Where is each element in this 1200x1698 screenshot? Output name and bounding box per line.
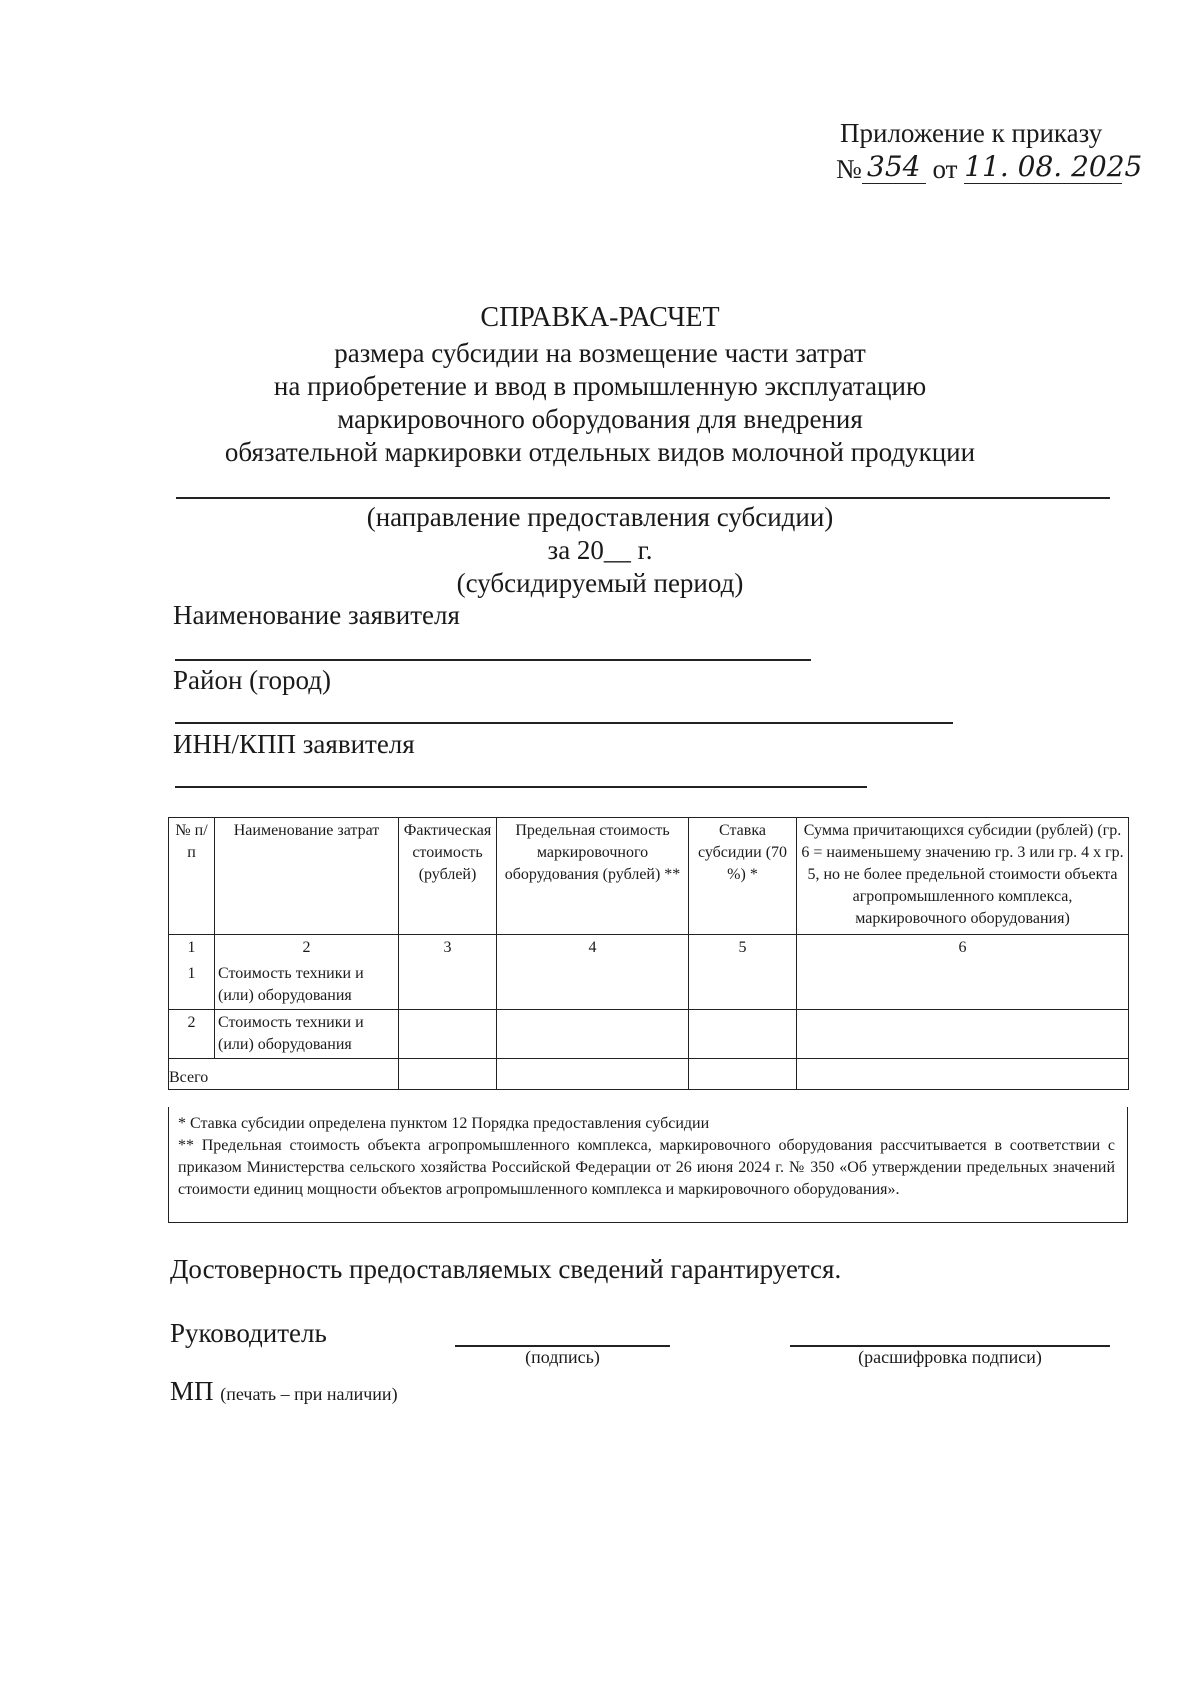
header-limit-cost: Предельная стоимость маркировочного оборудования (рублей) ** <box>497 818 689 935</box>
row-sum-cell[interactable] <box>797 1010 1129 1059</box>
direction-caption: (направление предоставления субсидии) <box>366 502 834 532</box>
annex-number-value: 354 <box>867 150 921 183</box>
column-number: 5 <box>689 935 797 962</box>
total-actual-cost-cell[interactable] <box>399 1059 497 1090</box>
title-line-1: размера субсидии на возмещение части затрат <box>334 338 866 368</box>
annex-number-prefix: № <box>836 154 862 184</box>
row-cost-name: Стоимость техники и (или) оборудования <box>215 1010 399 1059</box>
header-subsidy-rate: Ставка субсидии (70 %) * <box>689 818 797 935</box>
decoding-caption: (расшифровка подписи) <box>858 1347 1042 1367</box>
applicant-name-label: Наименование заявителя <box>173 600 460 630</box>
district-label: Район (город) <box>173 665 331 695</box>
row-limit-cost-cell[interactable] <box>497 961 689 1010</box>
applicant-name-line[interactable] <box>175 659 811 661</box>
signature-caption: (подпись) <box>525 1347 600 1367</box>
stamp-mp: МП <box>170 1376 214 1406</box>
annex-number-date-line <box>836 150 1143 186</box>
total-label: Всего <box>169 1059 399 1090</box>
table-notes <box>178 1113 1115 1201</box>
total-sum-cell[interactable] <box>797 1059 1129 1090</box>
document-title: СПРАВКА-РАСЧЕТ <box>480 302 720 333</box>
table-row <box>169 1010 1129 1059</box>
row-limit-cost-cell[interactable] <box>497 1010 689 1059</box>
reliability-statement: Достоверность предоставляемых сведений гарантируется. <box>170 1254 842 1284</box>
head-label: Руководитель <box>170 1318 327 1348</box>
table-column-numbers-row <box>169 935 1129 962</box>
row-cost-name: Стоимость техники и (или) оборудования <box>215 961 399 1010</box>
title-line-4: обязательной маркировки отдельных видов молочной продукции <box>224 437 976 467</box>
inn-kpp-line[interactable] <box>175 786 867 788</box>
header-num: № п/п <box>169 818 215 935</box>
annex-date-blank <box>964 150 1143 184</box>
column-number: 1 <box>169 935 215 962</box>
column-number: 6 <box>797 935 1129 962</box>
header-actual-cost: Фактическая стоимость (рублей) <box>399 818 497 935</box>
district-line[interactable] <box>175 722 953 724</box>
period-caption: (субсидируемый период) <box>456 568 744 598</box>
row-num: 1 <box>169 961 215 1010</box>
direction-line <box>176 497 1110 499</box>
row-actual-cost-cell[interactable] <box>399 1010 497 1059</box>
table-header-row <box>169 818 1129 935</box>
column-number: 2 <box>215 935 399 962</box>
note-limit-cost: ** Предельная стоимость объекта агропромышленного комплекса, маркировочного оборудования рассчитывается в соответствии с приказом Министерства сельского хозяйства Российской Федерации от 26 июня 2024 г. № 350 «Об утверждении предельных значений стоимости единиц мощности объектов агропромышленного комплекса и маркировочного оборудования». <box>178 1137 1115 1198</box>
column-number: 4 <box>497 935 689 962</box>
row-rate-cell[interactable] <box>689 961 797 1010</box>
header-subsidy-sum: Сумма причитающихся субсидии (рублей) (гр. 6 = наименьшему значению гр. 3 или гр. 4 x гр. 5, но не более предельной стоимости объекта агропромышленного комплекса, маркировочного оборудования) <box>797 818 1129 935</box>
calculation-table <box>168 817 1129 1090</box>
stamp-note: (печать – при наличии) <box>220 1384 398 1404</box>
row-sum-cell[interactable] <box>797 961 1129 1010</box>
annex-title: Приложение к приказу <box>840 118 1103 148</box>
note-rate: * Ставка субсидии определена пунктом 12 Порядка предоставления субсидии <box>178 1115 710 1132</box>
annex-number-blank <box>862 150 926 184</box>
column-number: 3 <box>399 935 497 962</box>
row-actual-cost-cell[interactable] <box>399 961 497 1010</box>
total-rate-cell[interactable] <box>689 1059 797 1090</box>
table-row <box>169 961 1129 1010</box>
row-num: 2 <box>169 1010 215 1059</box>
inn-kpp-label: ИНН/КПП заявителя <box>173 729 415 759</box>
row-rate-cell[interactable] <box>689 1010 797 1059</box>
annex-date-prefix: от <box>932 154 958 184</box>
title-line-3: маркировочного оборудования для внедрения <box>337 404 863 434</box>
total-limit-cost-cell[interactable] <box>497 1059 689 1090</box>
period-line: за 20__ г. <box>547 535 653 565</box>
header-cost-name: Наименование затрат <box>215 818 399 935</box>
annex-date-value: 11. 08. 2025 <box>964 150 1143 183</box>
title-line-2: на приобретение и ввод в промышленную эксплуатацию <box>273 371 927 401</box>
table-total-row <box>169 1059 1129 1090</box>
stamp-label <box>170 1376 398 1407</box>
